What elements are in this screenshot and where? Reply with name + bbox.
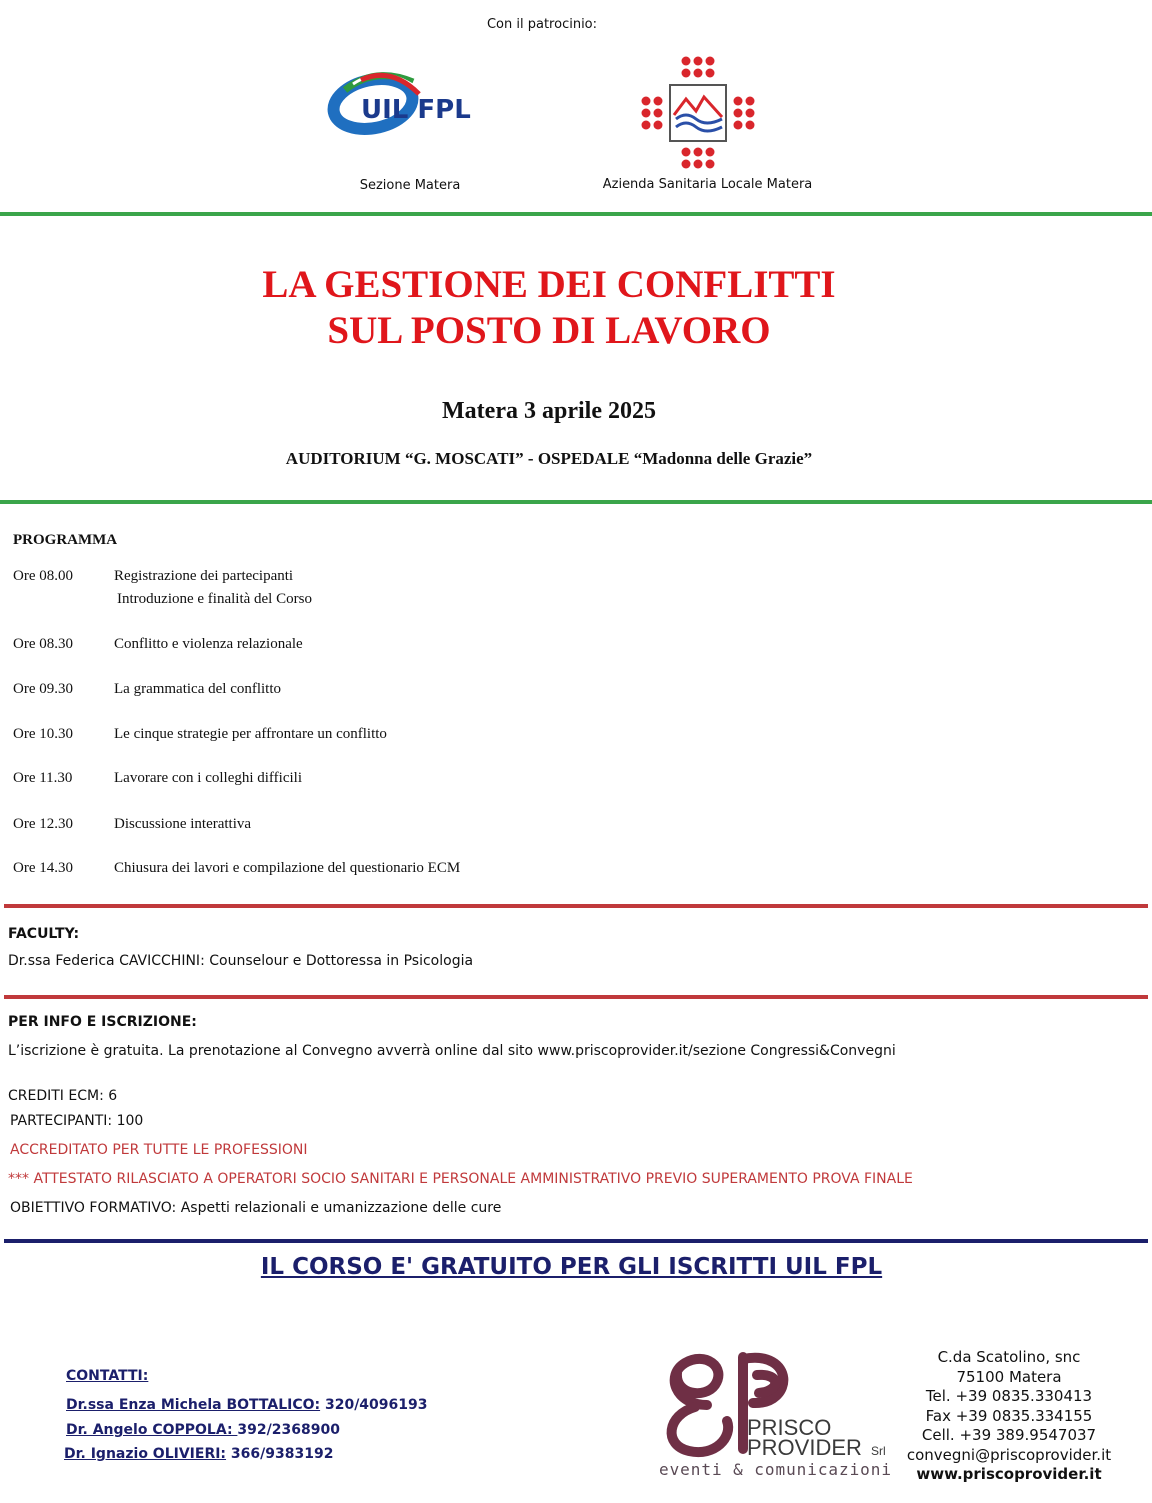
free-course-banner: IL CORSO E' GRATUITO PER GLI ISCRITTI UIL FPL [260,1254,883,1280]
faculty-text: Dr.ssa Federica CAVICCHINI: Counselour e Dottoressa in Psicologia [8,953,474,969]
asl-caption: Azienda Sanitaria Locale Matera [602,177,813,192]
accreditation-note: ACCREDITATO PER TUTTE LE PROFESSIONI [10,1142,308,1158]
contact-phone[interactable]: 366/9383192 [226,1446,334,1462]
program-time: Ore 10.30 [13,726,73,742]
cell-line[interactable]: Cell. +39 389.9547037 [921,1426,1097,1444]
program-text: Registrazione dei partecipanti [114,568,294,584]
contact-item [66,1422,340,1438]
info-text: L’iscrizione è gratuita. La prenotazione al Convegno avverrà online dal sito www.priscoprovider.it/sezione Congressi&Convegni [8,1043,896,1059]
divider-green [0,212,1152,216]
participants: PARTECIPANTI: 100 [10,1113,144,1129]
program-time: Ore 09.30 [13,681,73,697]
email-link[interactable]: convegni@priscoprovider.it [906,1445,1112,1464]
prisco-tagline: eventi & comunicazioni [659,1460,891,1479]
phone-line[interactable]: Tel. +39 0835.330413 [925,1387,1093,1405]
program-time: Ore 12.30 [13,816,73,832]
certificate-note: *** ATTESTATO RILASCIATO A OPERATORI SOCIO SANITARI E PERSONALE AMMINISTRATIVO PREVIO SUPERAMENTO PROVA FINALE [8,1171,913,1187]
program-text: Conflitto e violenza relazionale [114,636,303,652]
prisco-provider-logo [655,1345,895,1480]
contacts-heading: CONTATTI: [66,1368,149,1384]
contact-item [66,1397,428,1413]
uil-logo-text: UIL FPL [361,95,471,125]
divider-navy [4,1239,1148,1243]
program-time: Ore 14.30 [13,860,73,876]
uil-caption: Sezione Matera [359,178,461,193]
provider-address [906,1348,1112,1485]
program-text-secondary: Introduzione e finalità del Corso [117,591,312,607]
event-date: Matera 3 aprile 2025 [442,398,656,424]
uil-fpl-logo [325,60,490,140]
event-title-line1: LA GESTIONE DEI CONFLITTI [262,263,836,306]
asl-matera-logo [638,55,758,170]
program-text: La grammatica del conflitto [114,681,282,697]
event-venue: AUDITORIUM “G. MOSCATI” - OSPEDALE “Madonna delle Grazie” [285,449,813,468]
training-objective: OBIETTIVO FORMATIVO: Aspetti relazionali e umanizzazione delle cure [10,1200,502,1216]
program-heading: PROGRAMMA [13,532,118,548]
faculty-heading: FACULTY: [8,926,80,942]
ecm-credits: CREDITI ECM: 6 [8,1088,118,1104]
contact-phone[interactable]: 320/4096193 [320,1397,428,1413]
program-time: Ore 08.30 [13,636,73,652]
program-text: Discussione interattiva [114,816,252,832]
address-line: 75100 Matera [956,1367,1062,1386]
program-text: Le cinque strategie per affrontare un conflitto [114,726,387,742]
program-text: Chiusura dei lavori e compilazione del questionario ECM [114,860,461,876]
address-line: C.da Scatolino, snc [937,1348,1081,1366]
prisco-srl: Srl [871,1444,886,1458]
divider-green [0,500,1152,504]
event-title [0,262,1098,354]
fax-line: Fax +39 0835.334155 [925,1406,1093,1425]
contact-phone[interactable]: 392/2368900 [237,1422,340,1438]
divider-red [4,995,1148,999]
program-time: Ore 11.30 [13,770,73,786]
contact-item [64,1446,333,1462]
divider-red [4,904,1148,908]
website-link[interactable]: www.priscoprovider.it [916,1465,1102,1483]
contact-name: Dr.ssa Enza Michela BOTTALICO: [66,1397,321,1413]
contact-name: Dr. Ignazio OLIVIERI: [64,1446,227,1462]
info-heading: PER INFO E ISCRIZIONE: [8,1014,197,1030]
event-title-line2: SUL POSTO DI LAVORO [327,309,771,352]
prisco-name-line1: PRISCO [747,1415,832,1440]
contact-name: Dr. Angelo COPPOLA: [66,1422,238,1438]
program-time: Ore 08.00 [13,568,73,584]
prisco-name-line2: PROVIDER [747,1435,862,1460]
patronage-label: Con il patrocinio: [486,17,598,32]
program-text: Lavorare con i colleghi difficili [114,770,302,786]
